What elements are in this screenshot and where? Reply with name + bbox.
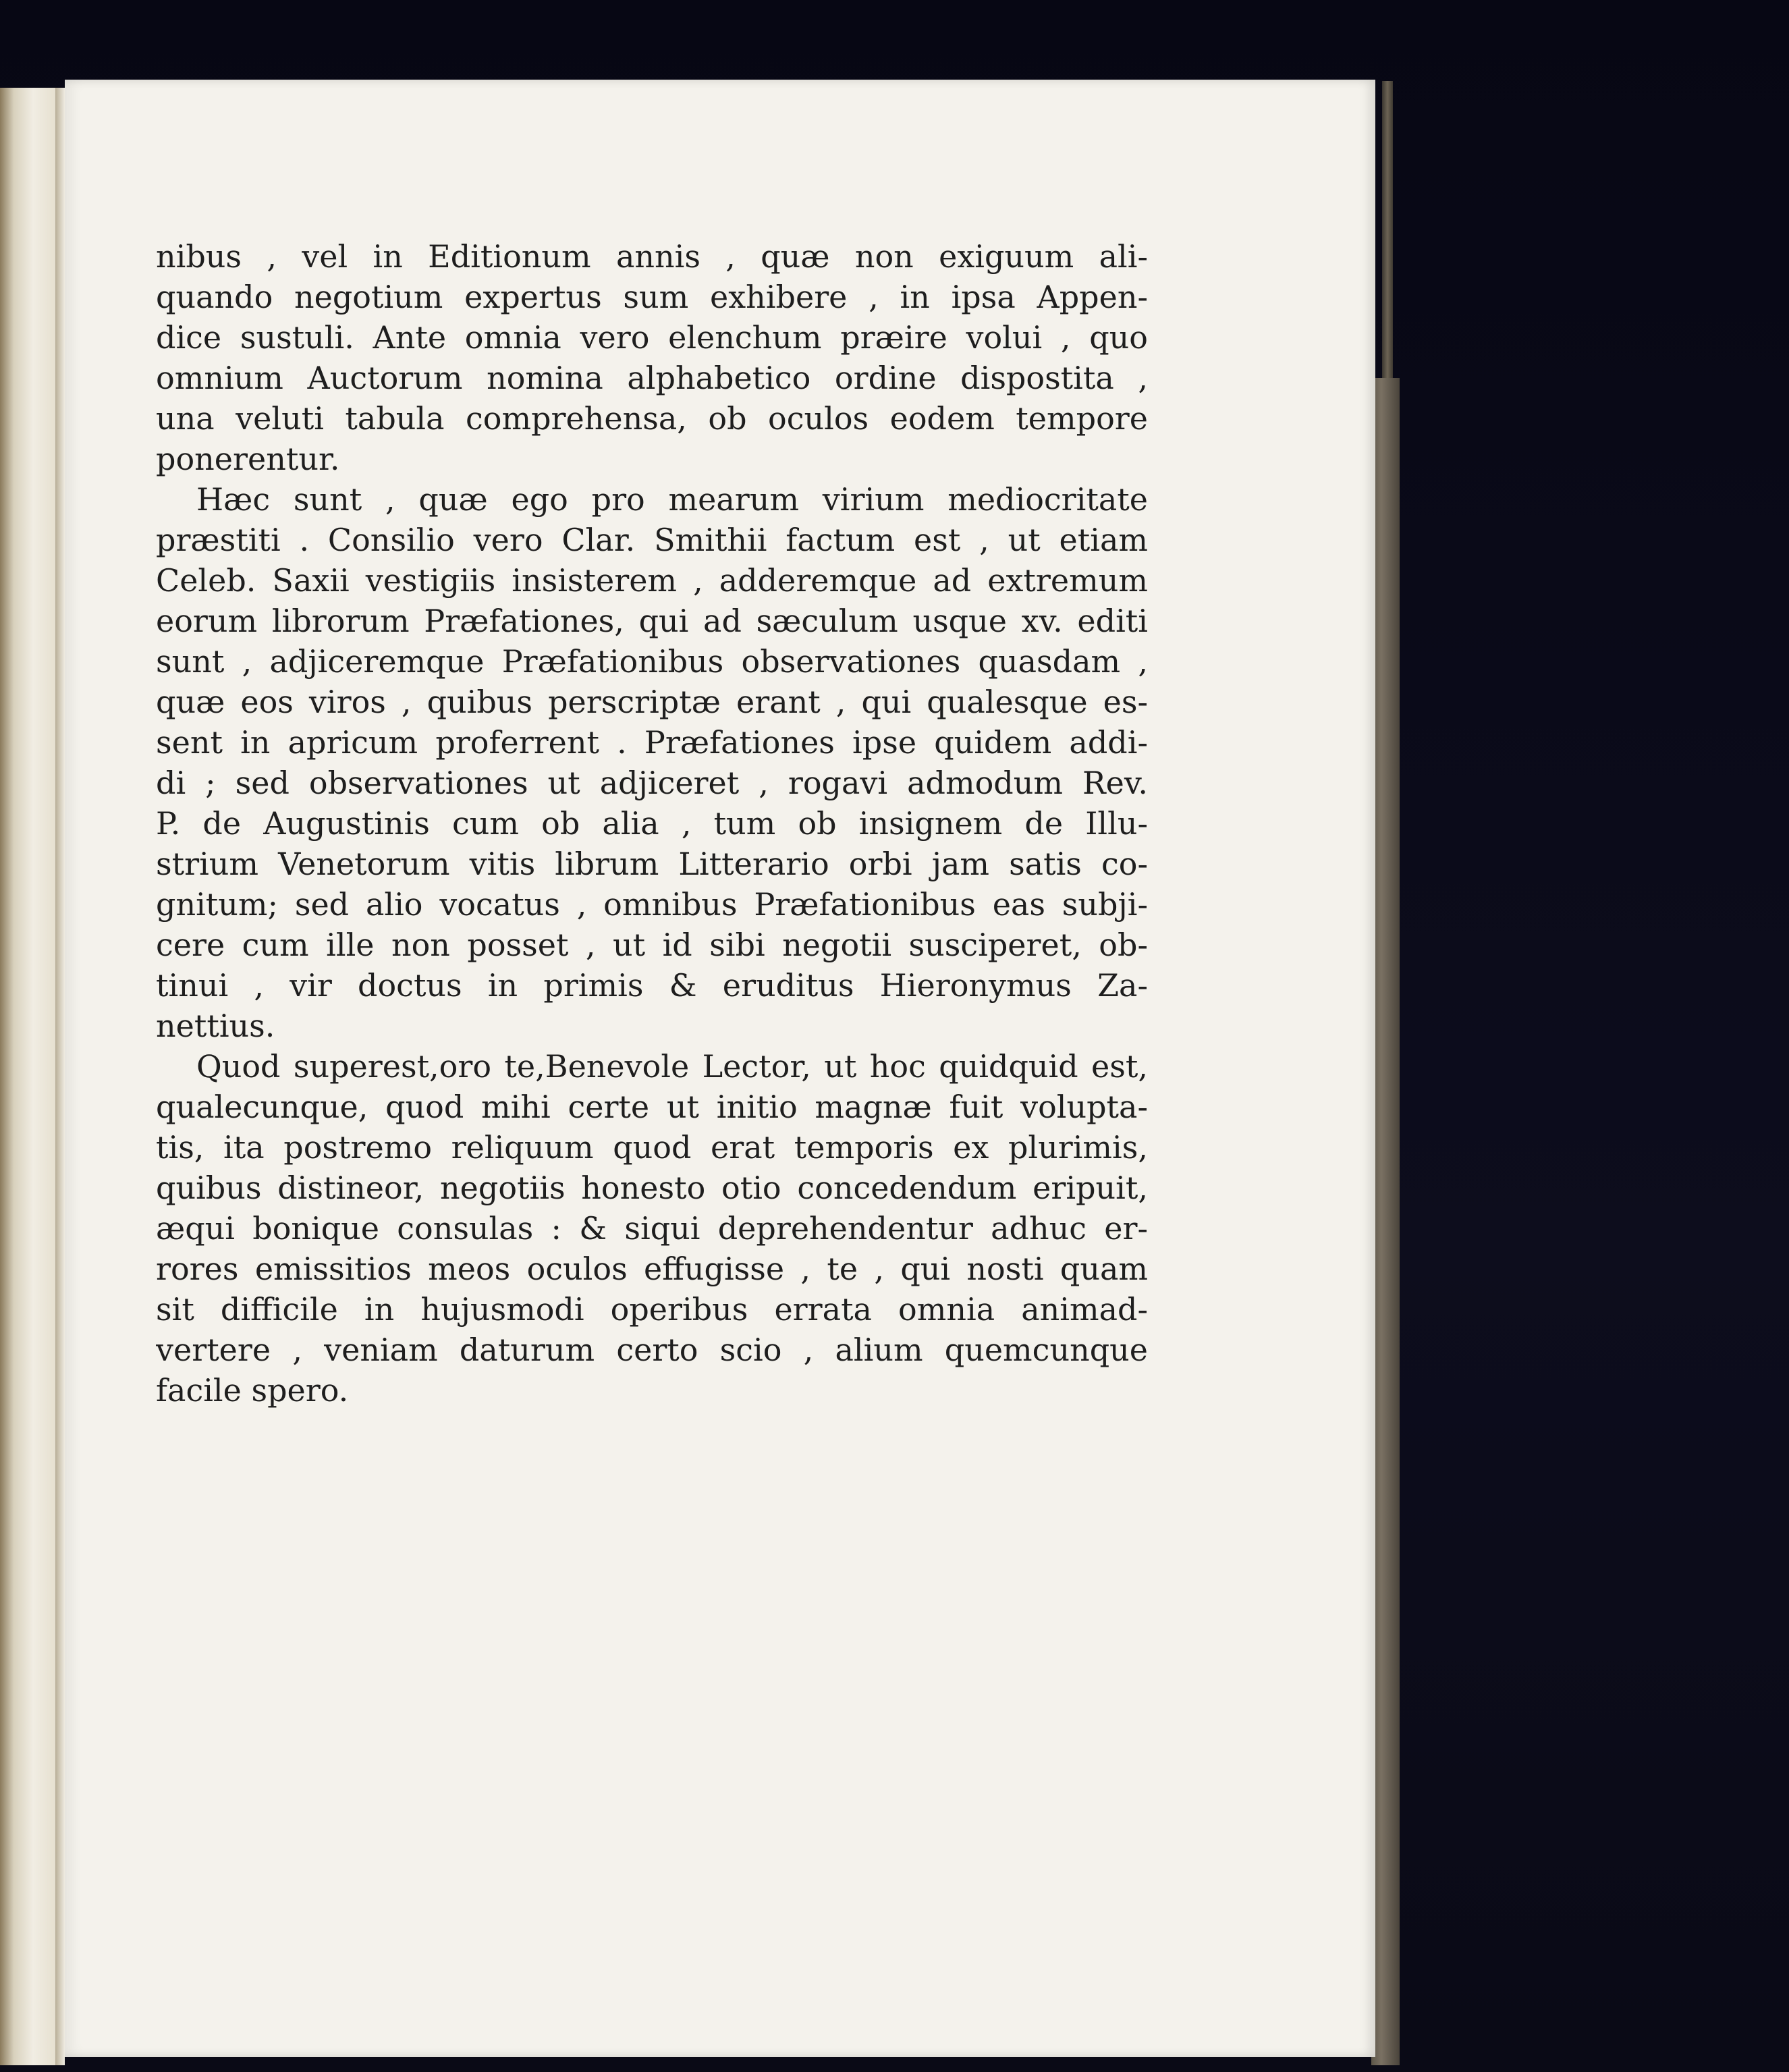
text-line: gnitum; sed alio vocatus , omnibus Præfationibus eas subji- — [156, 886, 1148, 923]
paragraph-start-line: Hæc sunt , quæ ego pro mearum virium mediocritate — [196, 481, 1148, 518]
left-page-gutter — [55, 88, 65, 2065]
text-line: facile spero. — [156, 1372, 349, 1409]
text-line: di ; sed observationes ut adjiceret , rogavi admodum Rev. — [156, 765, 1148, 801]
text-line: eorum librorum Præfationes, qui ad sæculum usque xv. editi — [156, 603, 1148, 639]
text-line: sit difficile in hujusmodi operibus errata omnia animad- — [156, 1291, 1148, 1328]
book-cover-edge — [1371, 378, 1400, 2065]
text-line: quibus distineor, negotiis honesto otio concedendum eripuit, — [156, 1170, 1148, 1206]
text-line: P. de Augustinis cum ob alia , tum ob insignem de Illu- — [156, 805, 1148, 842]
text-line: quando negotium expertus sum exhibere , in ipsa Appen- — [156, 279, 1148, 315]
text-line: ponerentur. — [156, 441, 340, 477]
text-line: cere cum ille non posset , ut id sibi negotii susciperet, ob- — [156, 927, 1148, 963]
text-line: Celeb. Saxii vestigiis insisterem , adderemque ad extremum — [156, 562, 1148, 599]
text-line: strium Venetorum vitis librum Litterario orbi jam satis co- — [156, 846, 1148, 882]
text-line: nettius. — [156, 1008, 275, 1044]
text-line: æqui bonique consulas : & siqui deprehendentur adhuc er- — [156, 1210, 1148, 1247]
body-text — [156, 236, 1148, 1411]
text-line: tis, ita postremo reliquum quod erat temporis ex plurimis, — [156, 1129, 1148, 1166]
text-line: præstiti . Consilio vero Clar. Smithii factum est , ut etiam — [156, 522, 1148, 558]
text-line: nibus , vel in Editionum annis , quæ non exiguum ali- — [156, 238, 1148, 275]
text-line: quæ eos viros , quibus perscriptæ erant , qui qualesque es- — [156, 684, 1148, 720]
book-page — [65, 80, 1375, 2057]
text-line: sent in apricum proferrent . Præfationes ipse quidem addi- — [156, 724, 1148, 761]
text-line: sunt , adjiceremque Præfationibus observationes quasdam , — [156, 643, 1148, 680]
text-line: qualecunque, quod mihi certe ut initio magnæ fuit volupta- — [156, 1089, 1148, 1125]
paragraph-start-line: Quod superest,oro te,Benevole Lector, ut hoc quidquid est, — [196, 1048, 1148, 1085]
text-line: dice sustuli. Ante omnia vero elenchum præire volui , quo — [156, 319, 1148, 356]
text-line: vertere , veniam daturum certo scio , alium quemcunque — [156, 1332, 1148, 1368]
text-line: omnium Auctorum nomina alphabetico ordine dispostita , — [156, 360, 1148, 396]
left-page-edge — [0, 88, 55, 2065]
text-line: una veluti tabula comprehensa, ob oculos eodem tempore — [156, 400, 1148, 437]
text-line: tinui , vir doctus in primis & eruditus Hieronymus Za- — [156, 967, 1148, 1004]
text-line: rores emissitios meos oculos effugisse , te , qui nosti quam — [156, 1251, 1148, 1287]
